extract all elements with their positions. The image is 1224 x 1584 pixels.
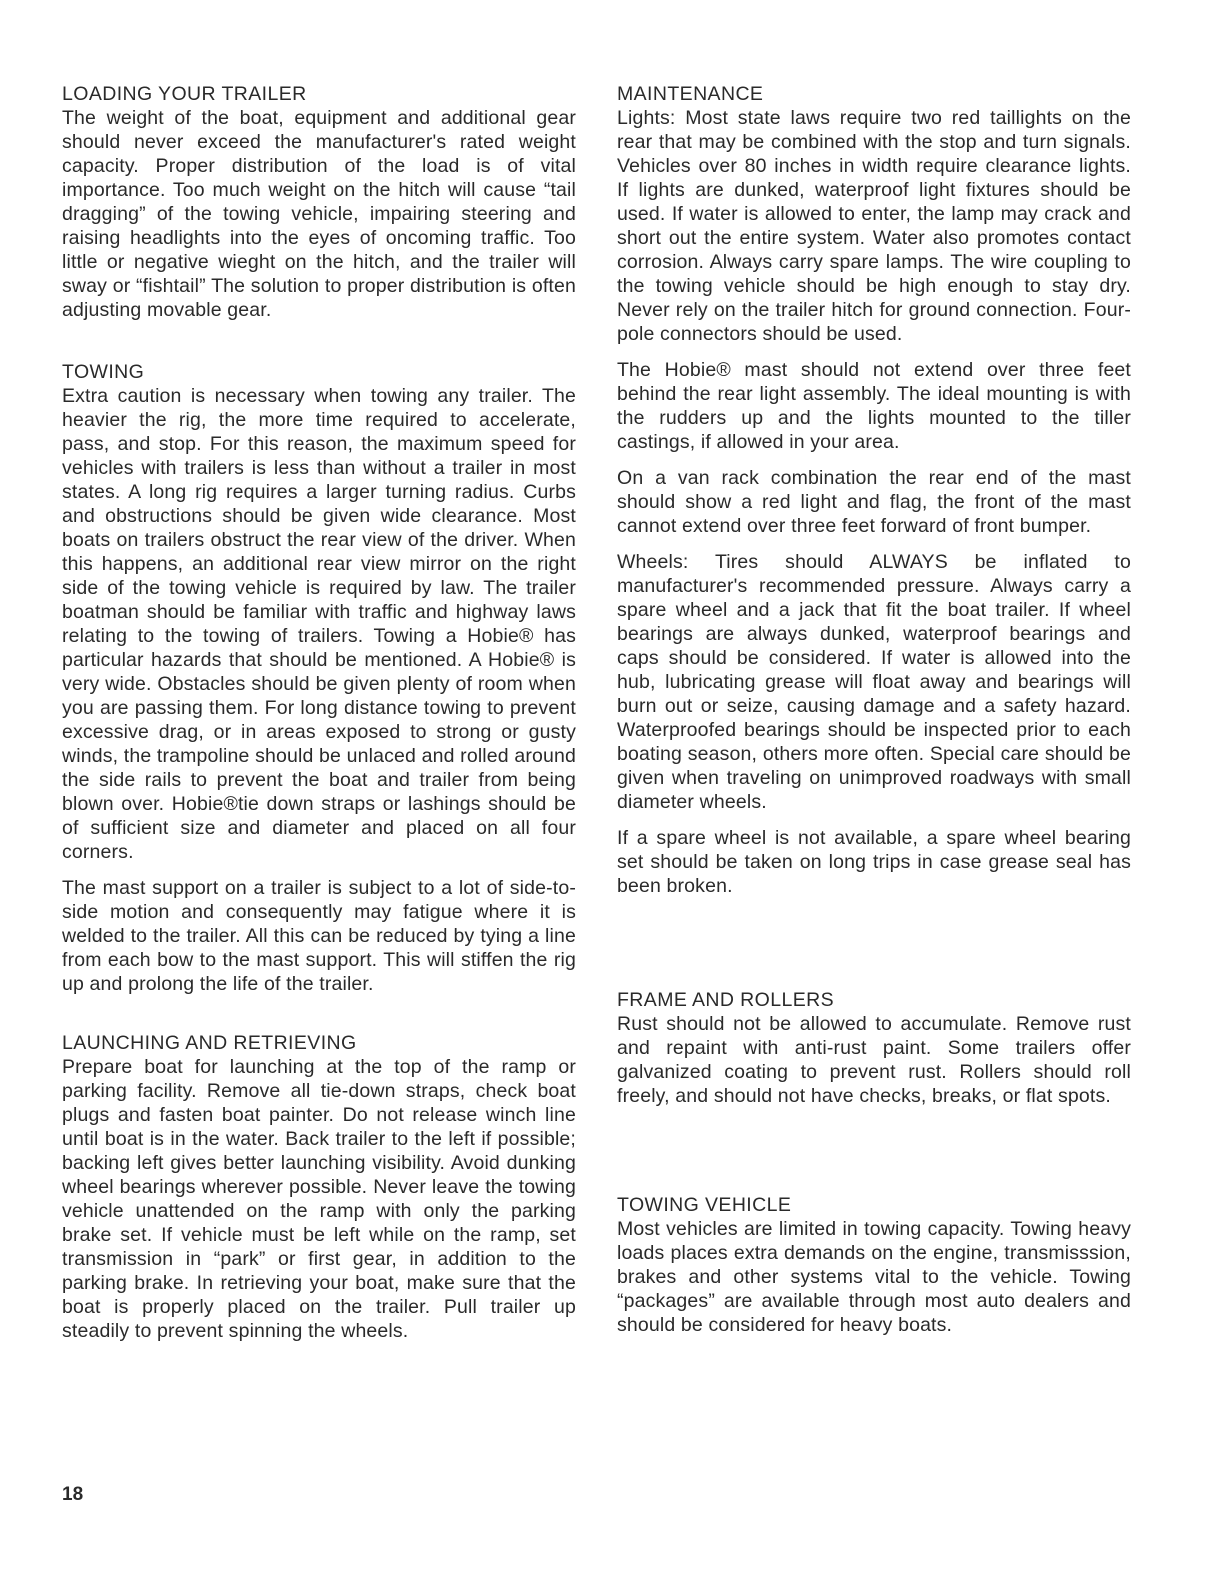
section-heading: TOWING VEHICLE	[617, 1194, 792, 1216]
paragraph: Wheels: Tires should ALWAYS be inflated to manufacturer's recommended pressure. Always carry a spare wheel and a jack that fit the boat trailer. If wheel bearings are always dunked, waterproof bearings and caps should be considered. If water is allowed into the hub, lubricating grease will float away and bearings will burn out or seize, causing damage and a safety hazard. Waterproofed bearings should be inspected prior to each boating season, others more often. Special care should be given when traveling on unimproved roadways with small diameter wheels.	[617, 551, 1131, 813]
section-towing-vehicle	[617, 1193, 1131, 1337]
paragraph: Extra caution is necessary when towing any trailer. The heavier the rig, the more time required to accelerate, pass, and stop. For this reason, the maximum speed for vehicles with trailers is less than without a trailer in most states. A long rig requires a larger turning radius. Curbs and obstructions should be given wide clearance. Most boats on trailers obstruct the rear view of the driver. When this happens, an additional rear view mirror on the right side of the towing vehicle is required by law. The trailer boatman should be familiar with traffic and highway laws relating to the towing of trailers. Towing a Hobie® has particular hazards that should be mentioned. A Hobie® is very wide. Obstacles should be given plenty of room when you are passing them. For long distance towing to prevent excessive drag, or in areas exposed to strong or gusty winds, the trampoline should be unlaced and rolled around the side rails to prevent the boat and trailer from being blown over. Hobie®tie down straps or lashings should be of sufficient size and diameter and placed on all four corners.	[62, 385, 576, 863]
section-heading: MAINTENANCE	[617, 83, 764, 105]
paragraph: Prepare boat for launching at the top of the ramp or parking facility. Remove all tie-down straps, check boat plugs and fasten boat painter. Do not release winch line until boat is in the water. Back trailer to the left if possible; backing left gives better launching visibility. Avoid dunking wheel bearings wherever possible. Never leave the towing vehicle unattended on the ramp with only the parking brake set. If vehicle must be left while on the ramp, set transmission in “park” or first gear, in addition to the parking brake. In retrieving your boat, make sure that the boat is properly placed on the trailer. Pull trailer up steadily to prevent spinning the wheels.	[62, 1056, 576, 1342]
paragraph: The Hobie® mast should not extend over three feet behind the rear light assembly. The ideal mounting is with the rudders up and the lights mounted to the tiller castings, if allowed in your area.	[617, 359, 1131, 453]
page-number: 18	[62, 1484, 84, 1505]
section-frame-and-rollers	[617, 988, 1131, 1108]
paragraph: On a van rack combination the rear end of the mast should show a red light and flag, the front of the mast cannot extend over three feet forward of front bumper.	[617, 467, 1131, 537]
section-loading-your-trailer	[62, 82, 576, 322]
paragraph: Most vehicles are limited in towing capacity. Towing heavy loads places extra demands on the engine, transmisssion, brakes and other systems vital to the vehicle. Towing “packages” are available through most auto dealers and should be considered for heavy boats.	[617, 1218, 1131, 1336]
section-towing	[62, 360, 576, 996]
paragraph: If a spare wheel is not available, a spare wheel bearing set should be taken on long trips in case grease seal has been broken.	[617, 827, 1131, 897]
section-heading: LOADING YOUR TRAILER	[62, 83, 307, 105]
section-heading: TOWING	[62, 361, 145, 383]
section-heading: FRAME AND ROLLERS	[617, 989, 835, 1011]
left-column	[62, 82, 576, 1343]
right-column	[617, 82, 1131, 1337]
section-launching-and-retrieving	[62, 1031, 576, 1343]
paragraph: The mast support on a trailer is subject to a lot of side-to-side motion and consequently may fatigue where it is welded to the trailer. All this can be reduced by tying a line from each bow to the mast support. This will stiffen the rig up and prolong the life of the trailer.	[62, 877, 576, 995]
section-heading: LAUNCHING AND RETRIEVING	[62, 1032, 357, 1054]
paragraph: Rust should not be allowed to accumulate. Remove rust and repaint with anti-rust paint. Some trailers offer galvanized coating to prevent rust. Rollers should roll freely, and should not have checks, breaks, or flat spots.	[617, 1013, 1131, 1107]
section-maintenance	[617, 82, 1131, 898]
paragraph: Lights: Most state laws require two red taillights on the rear that may be combined with the stop and turn signals. Vehicles over 80 inches in width require clearance lights. If lights are dunked, waterproof light fixtures should be used. If water is allowed to enter, the lamp may crack and short out the entire system. Water also promotes contact corrosion. Always carry spare lamps. The wire coupling to the towing vehicle should be high enough to stay dry. Never rely on the trailer hitch for ground connection. Four-pole connectors should be used.	[617, 107, 1131, 345]
paragraph: The weight of the boat, equipment and additional gear should never exceed the manufacturer's rated weight capacity. Proper distribution of the load is of vital importance. Too much weight on the hitch will cause “tail dragging” of the towing vehicle, impairing steering and raising headlights into the eyes of oncoming traffic. Too little or negative wieght on the hitch, and the trailer will sway or “fishtail” The solution to proper distribution is often adjusting movable gear.	[62, 107, 576, 321]
